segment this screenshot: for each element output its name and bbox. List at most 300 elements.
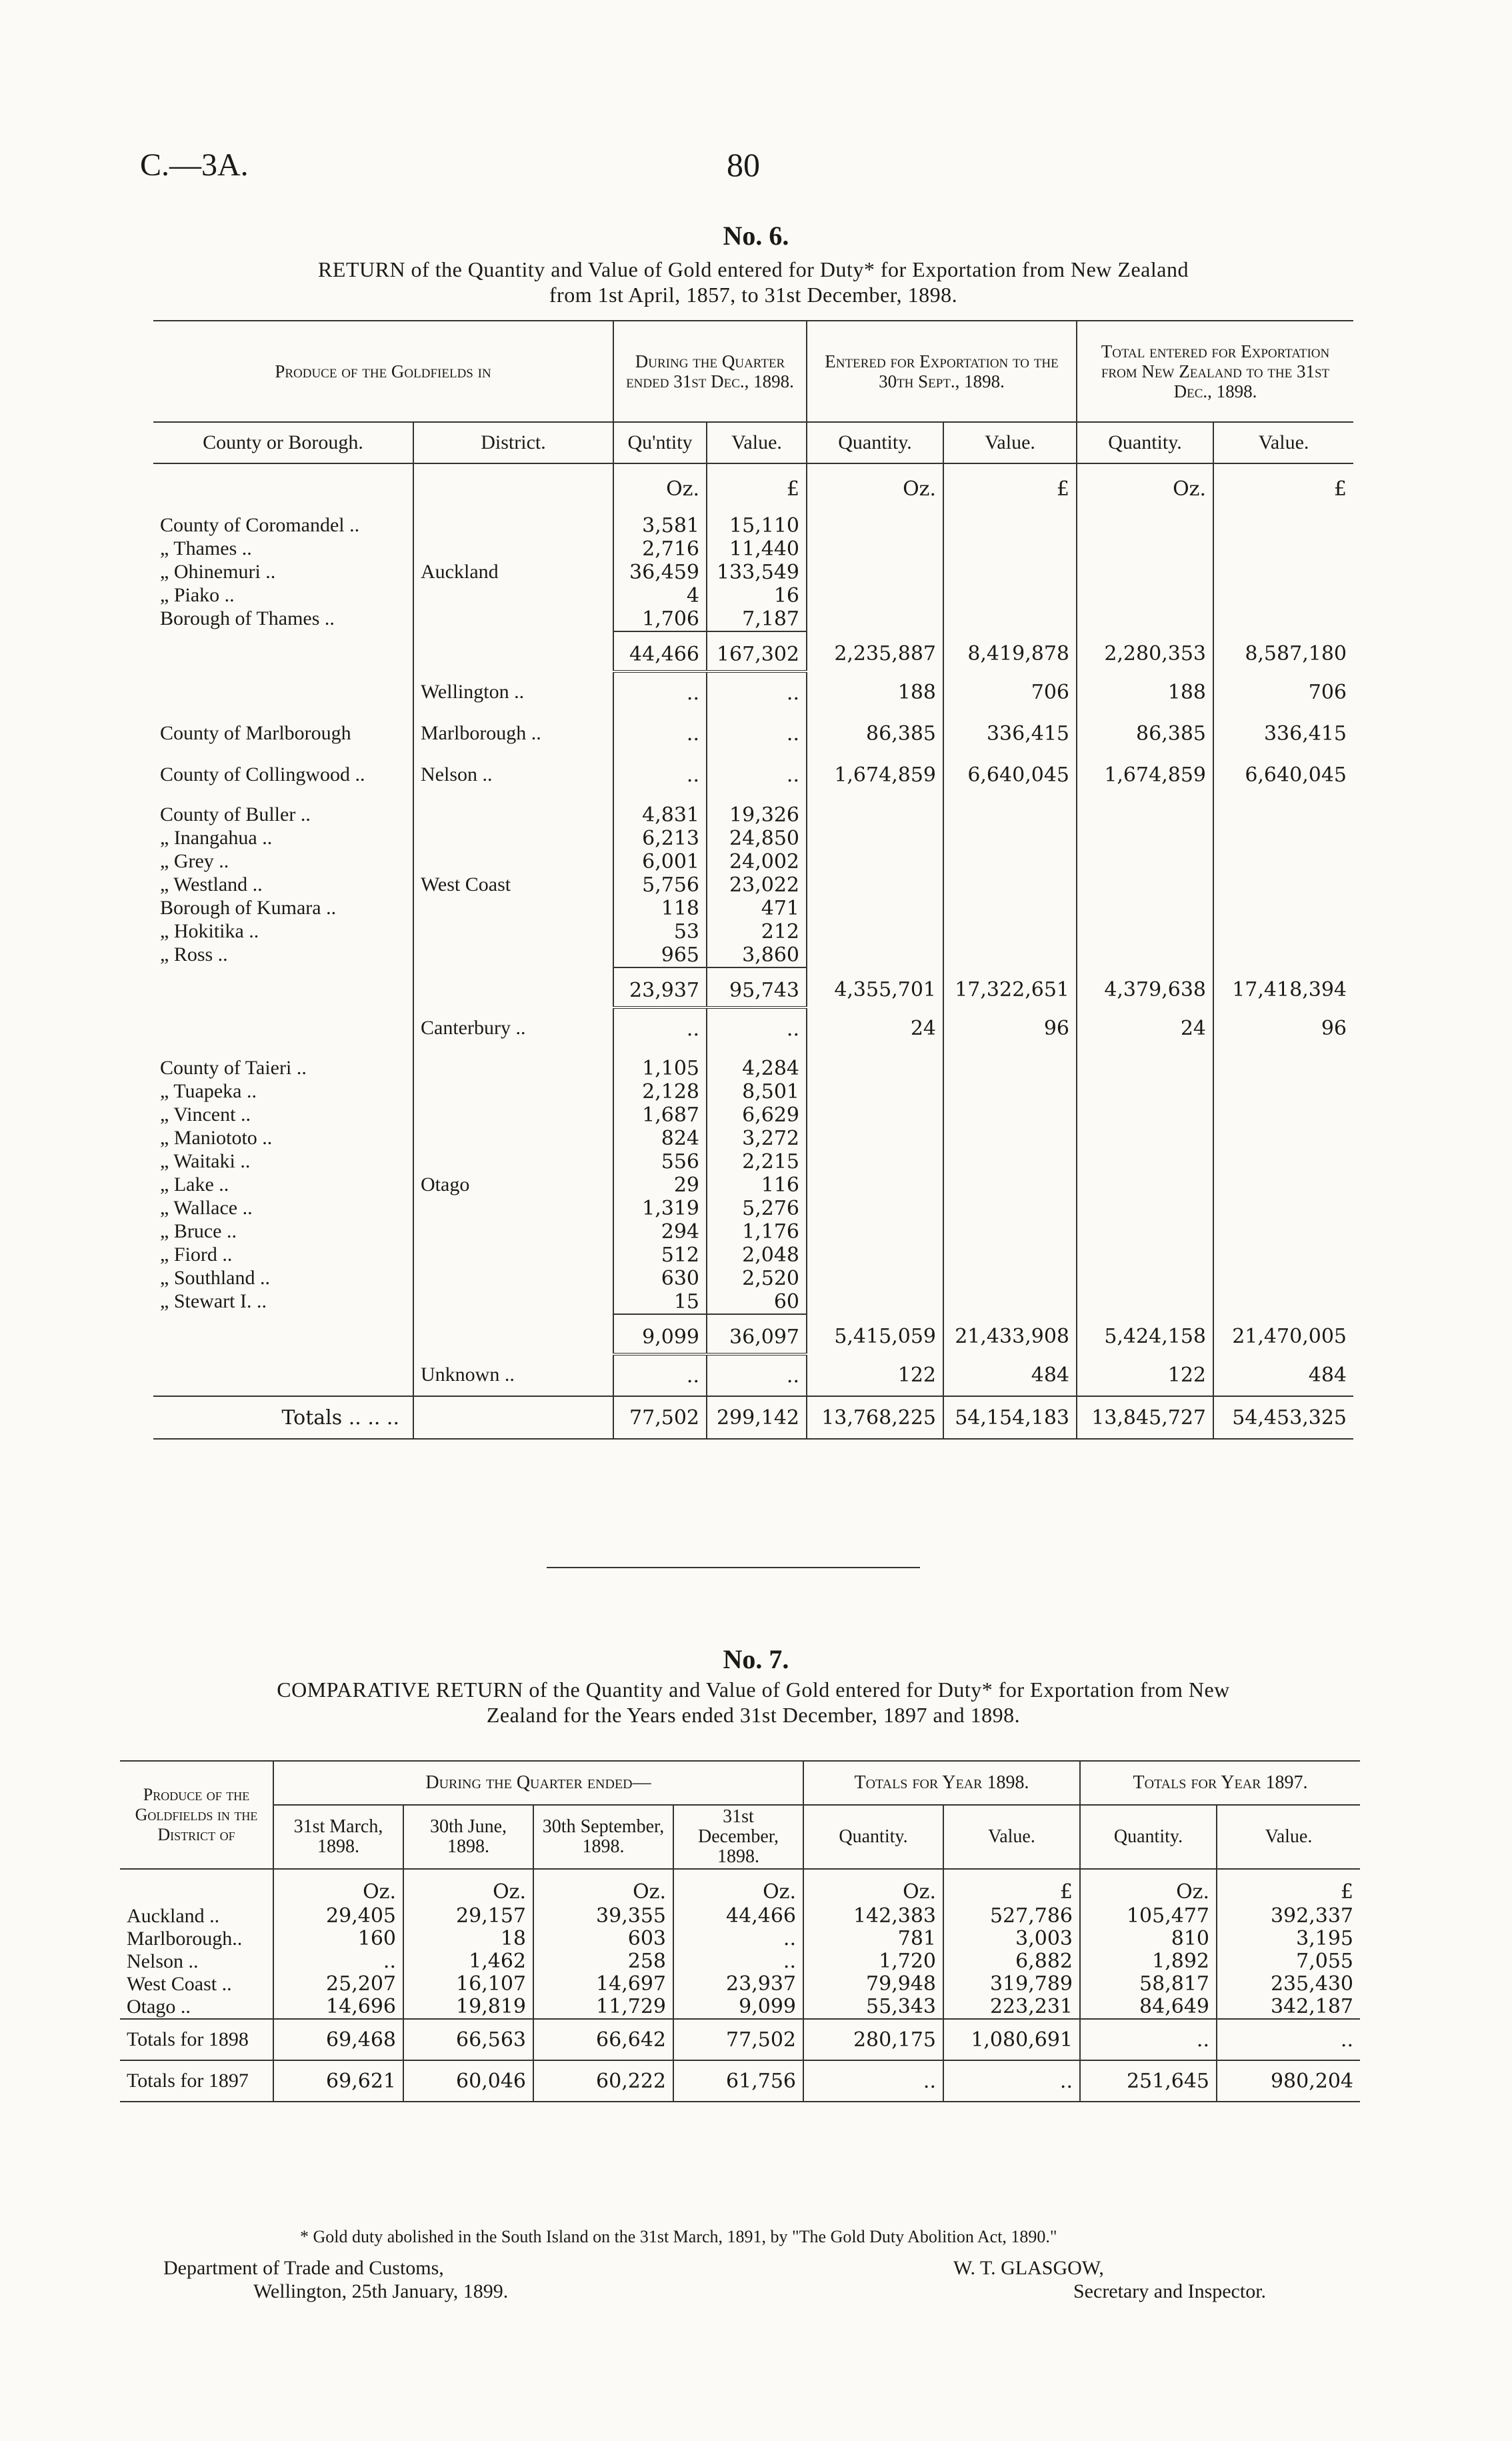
table7-subheader: Quantity. (803, 1805, 943, 1869)
empty-cell (1077, 1127, 1213, 1150)
county-name: County of Taieri .. (160, 1057, 307, 1079)
totals-label: Totals .. .. .. (153, 1396, 413, 1439)
col-entered-quantity: Quantity. (807, 422, 943, 463)
county-name: „ Vincent .. (160, 1103, 251, 1125)
empty-cell (1213, 795, 1353, 803)
county-row (153, 1103, 1353, 1127)
empty-cell (1077, 1197, 1213, 1220)
total-value: 60,222 (533, 2060, 673, 2102)
county-row (153, 1173, 1353, 1197)
quarter-value: 7,187 (707, 607, 807, 631)
county-name (153, 1007, 413, 1049)
district-name (413, 584, 613, 607)
quarter-quantity: .. (613, 671, 707, 713)
district-name (413, 1290, 613, 1314)
county-row (153, 1267, 1353, 1290)
value-cell: 235,430 (1217, 1973, 1360, 1996)
table7-produce-header: Produce of the Goldfields in the District of (135, 1785, 258, 1844)
quarter-quantity: 4,831 (613, 803, 707, 827)
empty-cell (943, 1080, 1077, 1103)
empty-cell (1077, 897, 1213, 920)
county-row (153, 850, 1353, 873)
totals-label: Totals for 1898 (120, 2019, 273, 2060)
district-name (413, 1127, 613, 1150)
empty-cell (1213, 873, 1353, 897)
total-value: 299,142 (707, 1396, 807, 1439)
total-value: 77,502 (613, 1396, 707, 1439)
empty-cell (120, 1869, 273, 1905)
section-divider (547, 1567, 920, 1568)
county-name: County of Collingwood .. (160, 763, 365, 785)
unit-label: Oz. (403, 1869, 533, 1905)
quarter-quantity: 1,105 (613, 1057, 707, 1080)
district-row (153, 713, 1353, 754)
empty-cell (1213, 803, 1353, 827)
col-total-value: Value. (1213, 422, 1353, 463)
value-cell: 160 (273, 1928, 403, 1950)
value-cell: 86,385 (807, 713, 943, 754)
empty-cell (943, 1197, 1077, 1220)
district-name (413, 920, 613, 943)
units-row (153, 463, 1353, 501)
county-row (153, 827, 1353, 850)
total-value: 60,046 (403, 2060, 533, 2102)
county-name (153, 1354, 413, 1396)
table6-quarter-header: During the Quarter ended 31st Dec., 1898. (613, 321, 807, 422)
empty-cell (943, 1127, 1077, 1150)
value-cell: 188 (1077, 671, 1213, 713)
value-cell: 44,466 (673, 1905, 803, 1928)
value-cell: 29,157 (403, 1905, 533, 1928)
empty-cell (1077, 607, 1213, 631)
empty-cell (1213, 607, 1353, 631)
county-row (153, 920, 1353, 943)
quarter-quantity: 3,581 (613, 514, 707, 537)
table7-subheader-row (120, 1805, 1360, 1869)
quarter-value: 24,002 (707, 850, 807, 873)
signoff-name: W. T. GLASGOW, (953, 2257, 1104, 2279)
empty-cell (807, 803, 943, 827)
county-name: Borough of Thames .. (160, 607, 335, 629)
value-cell: 1,674,859 (807, 754, 943, 795)
value-cell: 6,882 (943, 1950, 1080, 1973)
value-cell: 105,477 (1080, 1905, 1217, 1928)
county-row (153, 1150, 1353, 1173)
empty-cell (807, 1197, 943, 1220)
total-value: 13,845,727 (1077, 1396, 1213, 1439)
county-row (153, 514, 1353, 537)
table7-row (120, 1928, 1360, 1950)
district-name (413, 943, 613, 967)
unit-oz: Oz. (1077, 463, 1213, 501)
total-value: 66,642 (533, 2019, 673, 2060)
table7-title (120, 1677, 1387, 1728)
quarter-quantity: .. (613, 713, 707, 754)
quarter-value: 471 (707, 897, 807, 920)
value-cell: 122 (1077, 1354, 1213, 1396)
empty-cell (1077, 1057, 1213, 1080)
quarter-quantity: 2,716 (613, 537, 707, 561)
empty-cell (153, 501, 413, 514)
district-name: Marlborough.. (127, 1928, 243, 1950)
value-cell: 58,817 (1080, 1973, 1217, 1996)
value-cell: 24 (807, 1007, 943, 1049)
subtotal-value: 167,302 (707, 631, 807, 671)
quarter-value: 6,629 (707, 1103, 807, 1127)
subtotal-value: 2,280,353 (1077, 631, 1213, 671)
empty-cell (707, 501, 807, 514)
empty-cell (413, 631, 613, 671)
quarter-quantity: 2,128 (613, 1080, 707, 1103)
empty-cell (1077, 1103, 1213, 1127)
empty-cell (153, 631, 413, 671)
unit-oz: Oz. (613, 463, 707, 501)
col-quarter-quantity: Qu'ntity (613, 422, 707, 463)
district-row (153, 671, 1353, 713)
county-row (153, 1127, 1353, 1150)
empty-cell (943, 501, 1077, 514)
quarter-quantity: 630 (613, 1267, 707, 1290)
quarter-value: 212 (707, 920, 807, 943)
empty-cell (1213, 920, 1353, 943)
quarter-value: .. (707, 713, 807, 754)
empty-cell (1213, 1127, 1353, 1150)
empty-cell (943, 1103, 1077, 1127)
district-name (413, 1080, 613, 1103)
subtotal-value: 8,419,878 (943, 631, 1077, 671)
table6 (153, 320, 1353, 1440)
value-cell: 11,729 (533, 1996, 673, 2019)
empty-cell (1213, 561, 1353, 584)
value-cell: 7,055 (1217, 1950, 1360, 1973)
county-row (153, 943, 1353, 967)
subtotal-value: 5,424,158 (1077, 1314, 1213, 1354)
county-name: „ Lake .. (160, 1173, 229, 1195)
value-cell: 1,674,859 (1077, 754, 1213, 795)
total-value: 61,756 (673, 2060, 803, 2102)
value-cell: 484 (943, 1354, 1077, 1396)
value-cell: 142,383 (803, 1905, 943, 1928)
empty-cell (707, 1049, 807, 1057)
value-cell: 706 (943, 671, 1077, 713)
district-name (413, 1267, 613, 1290)
signoff-title: Secretary and Inspector. (1073, 2280, 1267, 2302)
signoff-department: Department of Trade and Customs, (163, 2257, 444, 2279)
empty-cell (943, 1057, 1077, 1080)
quarter-quantity: 6,001 (613, 850, 707, 873)
quarter-quantity: 5,756 (613, 873, 707, 897)
total-value: 77,502 (673, 2019, 803, 2060)
empty-cell (943, 1173, 1077, 1197)
total-value: 1,080,691 (943, 2019, 1080, 2060)
empty-cell (807, 584, 943, 607)
district-name: Otago .. (127, 1996, 191, 2018)
value-cell: 24 (1077, 1007, 1213, 1049)
quarter-quantity: 512 (613, 1244, 707, 1267)
spacer-row (153, 795, 1353, 803)
empty-cell (1077, 795, 1213, 803)
quarter-value: 11,440 (707, 537, 807, 561)
quarter-quantity: 29 (613, 1173, 707, 1197)
empty-cell (1213, 850, 1353, 873)
unit-oz: Oz. (807, 463, 943, 501)
quarter-quantity: 36,459 (613, 561, 707, 584)
empty-cell (613, 501, 707, 514)
value-cell: 55,343 (803, 1996, 943, 2019)
table7-totals-1897 (120, 2060, 1360, 2102)
empty-cell (807, 897, 943, 920)
subtotal-value: 9,099 (613, 1314, 707, 1354)
value-cell: 188 (807, 671, 943, 713)
county-row (153, 1244, 1353, 1267)
empty-cell (943, 561, 1077, 584)
unit-pound: £ (943, 463, 1077, 501)
quarter-value: 60 (707, 1290, 807, 1314)
subtotal-value: 5,415,059 (807, 1314, 943, 1354)
district-name: Nelson .. (127, 1950, 199, 1972)
value-cell: .. (673, 1950, 803, 1973)
empty-cell (413, 1314, 613, 1354)
value-cell: 781 (803, 1928, 943, 1950)
subtotal-value: 17,322,651 (943, 967, 1077, 1007)
unit-pound: £ (707, 463, 807, 501)
value-cell: 79,948 (803, 1973, 943, 1996)
col-entered-value: Value. (943, 422, 1077, 463)
district-name (413, 897, 613, 920)
subtotal-value: 8,587,180 (1213, 631, 1353, 671)
empty-cell (807, 1290, 943, 1314)
subtotal-value: 2,235,887 (807, 631, 943, 671)
empty-cell (807, 561, 943, 584)
empty-cell (1077, 1173, 1213, 1197)
empty-cell (1213, 1057, 1353, 1080)
district-name (413, 607, 613, 631)
value-cell: 336,415 (1213, 713, 1353, 754)
empty-cell (807, 943, 943, 967)
value-cell: 342,187 (1217, 1996, 1360, 2019)
quarter-value: 16 (707, 584, 807, 607)
total-value: .. (803, 2060, 943, 2102)
col-district: District. (413, 422, 613, 463)
county-name: „ Wallace .. (160, 1197, 253, 1219)
quarter-value: 116 (707, 1173, 807, 1197)
subtotal-value: 17,418,394 (1213, 967, 1353, 1007)
quarter-value: 3,860 (707, 943, 807, 967)
total-value: 66,563 (403, 2019, 533, 2060)
table7-row (120, 1905, 1360, 1928)
subtotal-value: 23,937 (613, 967, 707, 1007)
subtotal-value: 44,466 (613, 631, 707, 671)
table7-row (120, 1973, 1360, 1996)
value-cell: 18 (403, 1928, 533, 1950)
county-name: „ Westland .. (160, 873, 263, 895)
value-cell: 392,337 (1217, 1905, 1360, 1928)
value-cell: 14,696 (273, 1996, 403, 2019)
quarter-value: 2,215 (707, 1150, 807, 1173)
empty-cell (1077, 943, 1213, 967)
empty-cell (613, 795, 707, 803)
empty-cell (1077, 501, 1213, 514)
empty-cell (943, 537, 1077, 561)
table6-total-header: Total entered for Exportation from New Zealand to the 31st Dec., 1898. (1077, 321, 1353, 422)
table6-title-line1: RETURN of the Quantity and Value of Gold entered for Duty* for Exportation from New Zealand (318, 257, 1189, 281)
quarter-value: 3,272 (707, 1127, 807, 1150)
spacer-row (153, 501, 1353, 514)
quarter-value: 8,501 (707, 1080, 807, 1103)
subtotal-value: 4,355,701 (807, 967, 943, 1007)
quarter-value: 4,284 (707, 1057, 807, 1080)
subtotal-row (153, 631, 1353, 671)
empty-cell (413, 1396, 613, 1439)
empty-cell (943, 514, 1077, 537)
quarter-value: 19,326 (707, 803, 807, 827)
table6-entered-header: Entered for Exportation to the 30th Sept., 1898. (807, 321, 1077, 422)
empty-cell (1077, 537, 1213, 561)
signoff-place-date: Wellington, 25th January, 1899. (253, 2280, 509, 2302)
value-cell: 96 (1213, 1007, 1353, 1049)
county-name: „ Fiord .. (160, 1244, 233, 1266)
value-cell: 39,355 (533, 1905, 673, 1928)
county-name: „ Grey .. (160, 850, 229, 872)
empty-cell (807, 607, 943, 631)
unit-label: Oz. (1080, 1869, 1217, 1905)
unit-label: £ (943, 1869, 1080, 1905)
county-row (153, 1290, 1353, 1314)
county-name: „ Tuapeka .. (160, 1080, 257, 1102)
empty-cell (1077, 1049, 1213, 1057)
quarter-quantity: 294 (613, 1220, 707, 1244)
empty-cell (1077, 920, 1213, 943)
value-cell: 86,385 (1077, 713, 1213, 754)
table6-title (120, 257, 1387, 307)
value-cell: 1,462 (403, 1950, 533, 1973)
empty-cell (1077, 1150, 1213, 1173)
empty-cell (1213, 1080, 1353, 1103)
county-name: „ Maniototo .. (160, 1127, 273, 1149)
empty-cell (807, 537, 943, 561)
unit-label: £ (1217, 1869, 1360, 1905)
county-name: „ Bruce .. (160, 1220, 237, 1242)
empty-cell (413, 1049, 613, 1057)
empty-cell (1077, 850, 1213, 873)
empty-cell (807, 1244, 943, 1267)
col-county: County or Borough. (203, 431, 363, 453)
district-name: Wellington .. (413, 671, 613, 713)
empty-cell (807, 1080, 943, 1103)
empty-cell (1213, 943, 1353, 967)
district-name: West Coast .. (127, 1973, 232, 1995)
empty-cell (413, 795, 613, 803)
quarter-quantity: 4 (613, 584, 707, 607)
subtotal-value: 95,743 (707, 967, 807, 1007)
empty-cell (943, 897, 1077, 920)
value-cell: 3,195 (1217, 1928, 1360, 1950)
total-value: 54,154,183 (943, 1396, 1077, 1439)
empty-cell (1077, 1080, 1213, 1103)
value-cell: .. (273, 1950, 403, 1973)
empty-cell (943, 584, 1077, 607)
empty-cell (1077, 584, 1213, 607)
unit-label: Oz. (533, 1869, 673, 1905)
table7-row (120, 1996, 1360, 2019)
table7-row (120, 1950, 1360, 1973)
quarter-quantity: 556 (613, 1150, 707, 1173)
quarter-quantity: 53 (613, 920, 707, 943)
empty-cell (943, 827, 1077, 850)
table7-subheader: 30th June, 1898. (403, 1805, 533, 1869)
subtotal-value: 21,433,908 (943, 1314, 1077, 1354)
empty-cell (807, 514, 943, 537)
empty-cell (943, 920, 1077, 943)
county-name: „ Ohinemuri .. (160, 561, 276, 583)
unit-label: Oz. (673, 1869, 803, 1905)
empty-cell (413, 501, 613, 514)
value-cell: 1,720 (803, 1950, 943, 1973)
district-name (413, 1244, 613, 1267)
table7-number: No. 7. (723, 1644, 789, 1674)
district-name (413, 1103, 613, 1127)
district-name: Auckland (413, 561, 613, 584)
county-name: „ Thames .. (160, 537, 252, 559)
district-row (153, 1354, 1353, 1396)
value-cell: 29,405 (273, 1905, 403, 1928)
empty-cell (807, 795, 943, 803)
empty-cell (153, 795, 413, 803)
empty-cell (943, 850, 1077, 873)
quarter-quantity: .. (613, 1354, 707, 1396)
district-name (413, 1150, 613, 1173)
empty-cell (613, 1049, 707, 1057)
county-row (153, 1080, 1353, 1103)
empty-cell (943, 873, 1077, 897)
table7 (120, 1760, 1360, 2102)
empty-cell (943, 1150, 1077, 1173)
county-name: „ Inangahua .. (160, 827, 273, 849)
district-name: Unknown .. (413, 1354, 613, 1396)
empty-cell (153, 1049, 413, 1057)
subtotal-value: 4,379,638 (1077, 967, 1213, 1007)
subtotal-value: 21,470,005 (1213, 1314, 1353, 1354)
table7-subheader: Value. (943, 1805, 1080, 1869)
empty-cell (943, 1290, 1077, 1314)
quarter-value: 2,048 (707, 1244, 807, 1267)
county-name: County of Buller .. (160, 803, 311, 825)
quarter-quantity: 1,706 (613, 607, 707, 631)
unit-label: Oz. (273, 1869, 403, 1905)
quarter-quantity: 118 (613, 897, 707, 920)
empty-cell (807, 1267, 943, 1290)
document-reference: C.—3A. (140, 147, 249, 183)
value-cell: 258 (533, 1950, 673, 1973)
empty-cell (943, 1244, 1077, 1267)
district-row (153, 754, 1353, 795)
district-name (413, 1220, 613, 1244)
district-name: Nelson .. (413, 754, 613, 795)
table7-subheader: 31st December, 1898. (673, 1805, 803, 1869)
value-cell: 706 (1213, 671, 1353, 713)
county-row (153, 1197, 1353, 1220)
quarter-quantity: 1,319 (613, 1197, 707, 1220)
table6-produce-header: Produce of the Goldfields in (275, 361, 491, 381)
col-quarter-value: Value. (707, 422, 807, 463)
empty-cell (1077, 561, 1213, 584)
empty-cell (807, 1173, 943, 1197)
empty-cell (943, 803, 1077, 827)
county-row (153, 561, 1353, 584)
col-total-quantity: Quantity. (1077, 422, 1213, 463)
value-cell: 23,937 (673, 1973, 803, 1996)
county-name: „ Ross .. (160, 943, 228, 965)
